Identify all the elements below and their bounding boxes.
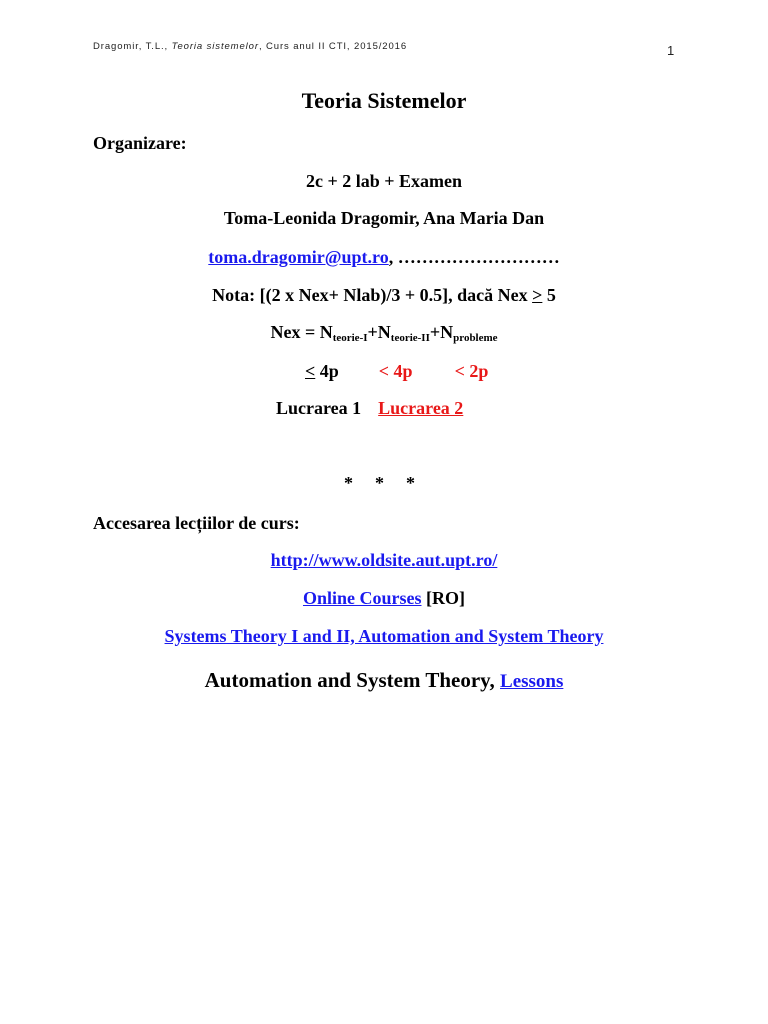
nex-sub-teorie-2: teorie-II <box>390 332 430 344</box>
ge-symbol: > <box>532 285 543 305</box>
lucrarea-2-link[interactable]: Lucrarea 2 <box>378 398 464 418</box>
systems-theory-line <box>0 626 768 647</box>
online-courses-line <box>0 588 768 609</box>
lucrarea-1: Lucrarea 1 <box>276 398 362 418</box>
limit1-lt: < <box>305 361 316 381</box>
nex-formula <box>0 322 768 344</box>
email-placeholder: , ……………………… <box>388 247 560 267</box>
running-header <box>93 41 407 52</box>
url-line <box>0 550 768 571</box>
lessons-link[interactable]: Lessons <box>500 671 564 692</box>
email-line <box>0 247 768 268</box>
limit3-value: < 2p <box>454 361 489 381</box>
limit2-value: < 4p <box>378 361 413 381</box>
separator-star-1: * <box>344 473 353 493</box>
header-course-info: , Curs anul II CTI, 2015/2016 <box>258 41 408 52</box>
nex-prefix: Nex = N <box>270 322 333 342</box>
systems-theory-link[interactable]: Systems Theory I and II, Automation and System Theory <box>164 626 604 646</box>
header-book-title: Teoria sistemelor <box>171 41 259 52</box>
separator-star-3: * <box>406 473 415 493</box>
nex-plus-1: +N <box>367 322 391 342</box>
email-link[interactable]: toma.dragomir@upt.ro <box>208 247 389 267</box>
separator <box>344 473 415 494</box>
nex-sub-teorie-1: teorie-I <box>332 332 368 344</box>
schedule-line: 2c + 2 lab + Examen <box>305 171 462 191</box>
grade-formula <box>0 285 768 306</box>
document-title: Teoria Sistemelor <box>301 88 467 113</box>
grade-formula-text: Nota: [(2 x Nex+ Nlab)/3 + 0.5], dacă Nex <box>212 285 533 305</box>
grade-threshold: 5 <box>542 285 556 305</box>
automation-line <box>0 668 768 693</box>
header-author: Dragomir, T.L., <box>93 41 172 52</box>
limits-line <box>305 361 488 382</box>
nex-plus-2: +N <box>429 322 454 342</box>
page-number: 1 <box>667 43 675 58</box>
separator-star-2: * <box>375 473 384 493</box>
organizare-heading: Organizare: <box>93 133 187 153</box>
online-courses-lang: [RO] <box>421 588 465 608</box>
authors-line: Toma-Leonida Dragomir, Ana Maria Dan <box>223 208 545 228</box>
accesare-heading: Accesarea lecțiilor de curs: <box>93 513 300 533</box>
online-courses-link[interactable]: Online Courses <box>302 588 422 608</box>
nex-sub-probleme: probleme <box>453 332 498 344</box>
limit1-value: 4p <box>315 361 339 381</box>
automation-text: Automation and System Theory, <box>204 668 501 692</box>
oldsite-link[interactable]: http://www.oldsite.aut.upt.ro/ <box>270 550 498 570</box>
lucrari-line <box>276 398 463 419</box>
